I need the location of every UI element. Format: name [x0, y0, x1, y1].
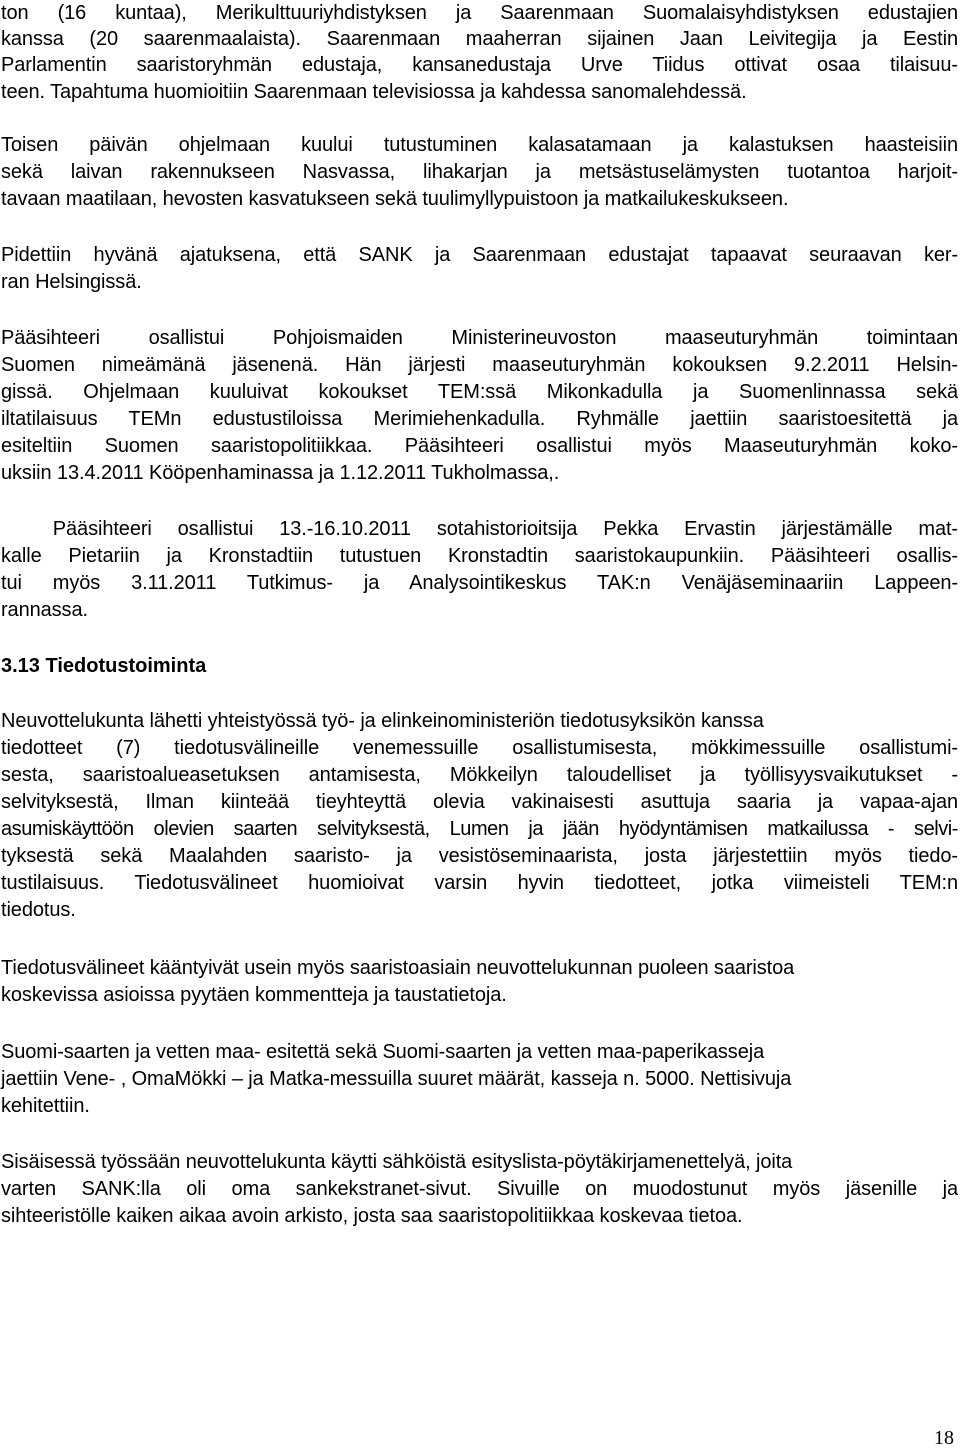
text-line: sesta, saaristoalueasetuksen antamisesta, Mökkeilyn taloudelliset ja työllisyysvaikutukset -: [1, 764, 958, 786]
text-line: jaettiin Vene- , OmaMökki – ja Matka-messuilla suuret määrät, kasseja n. 5000. Nettisivuja: [1, 1068, 792, 1090]
text-line: Pääsihteeri osallistui Pohjoismaiden Ministerineuvoston maaseuturyhmän toimintaan: [1, 327, 958, 349]
text-line: Parlamentin saaristoryhmän edustaja, kansanedustaja Urve Tiidus ottivat osaa tilaisuu-: [1, 54, 958, 76]
text-line: kehitettiin.: [1, 1095, 90, 1117]
text-line: Suomen nimeämänä jäsenenä. Hän järjesti maaseuturyhmän kokouksen 9.2.2011 Helsin-: [1, 354, 958, 376]
text-line: iltatilaisuus TEMn edustustiloissa Merimiehenkadulla. Ryhmälle jaettiin saaristoesitettä ja: [1, 408, 958, 430]
text-line: tavaan maatilaan, hevosten kasvatukseen sekä tuulimyllypuistoon ja matkailukeskukseen.: [1, 188, 789, 210]
page-number: 18: [934, 1427, 954, 1449]
section-heading: 3.13 Tiedotustoiminta: [1, 655, 207, 677]
text-line: teen. Tapahtuma huomioitiin Saarenmaan televisiossa ja kahdessa sanomalehdessä.: [1, 81, 747, 103]
text-line: esiteltiin Suomen saaristopolitiikkaa. Pääsihteeri osallistui myös Maaseuturyhmän koko-: [1, 435, 958, 457]
text-line: Toisen päivän ohjelmaan kuului tutustuminen kalasatamaan ja kalastuksen haasteisiin: [1, 134, 958, 156]
text-line: Neuvottelukunta lähetti yhteistyössä työ- ja elinkeinoministeriön tiedotusyksikön kanssa: [1, 710, 764, 732]
text-line: ran Helsingissä.: [1, 271, 142, 293]
text-line: tiedotus.: [1, 899, 76, 921]
text-line: Pidettiin hyvänä ajatuksena, että SANK ja Saarenmaan edustajat tapaavat seuraavan ker-: [1, 244, 958, 266]
text-line: Sisäisessä työssään neuvottelukunta käytti sähköistä esityslista-pöytäkirjamenettelyä, joita: [1, 1151, 793, 1173]
text-line: tiedotteet (7) tiedotusvälineille venemessuille osallistumisesta, mökkimessuille osallistumi-: [1, 737, 958, 759]
text-line: uksiin 13.4.2011 Kööpenhaminassa ja 1.12.2011 Tukholmassa,.: [1, 462, 560, 484]
text-line: gissä. Ohjelmaan kuuluivat kokoukset TEM:ssä Mikonkadulla ja Suomenlinnassa sekä: [1, 381, 958, 403]
text-line: tui myös 3.11.2011 Tutkimus- ja Analysointikeskus TAK:n Venäjäseminaariin Lappeen-: [1, 572, 958, 594]
text-line: kalle Pietariin ja Kronstadtiin tutustuen Kronstadtin saaristokaupunkiin. Pääsihteeri osallis-: [1, 545, 958, 567]
text-line: ton (16 kuntaa), Merikulttuuriyhdistyksen ja Saarenmaan Suomalaisyhdistyksen edustajien: [1, 2, 958, 24]
text-line: varten SANK:lla oli oma sankekstranet-sivut. Sivuille on muodostunut myös jäsenille ja: [1, 1178, 958, 1200]
text-line: tustilaisuus. Tiedotusvälineet huomioivat varsin hyvin tiedotteet, jotka viimeisteli TEM:n: [1, 872, 958, 894]
text-line: tyksestä sekä Maalahden saaristo- ja vesistöseminaarista, josta järjestettiin myös tiedo-: [1, 845, 958, 867]
text-line: sekä laivan rakennukseen Nasvassa, lihakarjan ja metsästuselämysten tuotantoa harjoit-: [1, 161, 958, 183]
text-line: koskevissa asioissa pyytäen kommentteja ja taustatietoja.: [1, 984, 507, 1006]
text-line: kanssa (20 saarenmaalaista). Saarenmaan maaherran sijainen Jaan Leivitegija ja Eestin: [1, 28, 958, 50]
text-line: asumiskäyttöön olevien saarten selvityksestä, Lumen ja jään hyödyntämisen matkailussa - selvi-: [1, 818, 958, 840]
text-line: Tiedotusvälineet kääntyivät usein myös saaristoasiain neuvottelukunnan puoleen saaristoa: [1, 957, 795, 979]
text-line: selvityksestä, Ilman kiinteää tieyhteyttä olevia vakinaisesti asuttuja saaria ja vapaa-ajan: [1, 791, 958, 813]
text-line: Pääsihteeri osallistui 13.-16.10.2011 sotahistorioitsija Pekka Ervastin järjestämälle mat-: [1, 518, 958, 540]
text-line: Suomi-saarten ja vetten maa- esitettä sekä Suomi-saarten ja vetten maa-paperikasseja: [1, 1041, 765, 1063]
text-line: sihteeristölle kaiken aikaa avoin arkisto, josta saa saaristopolitiikkaa koskevaa tietoa.: [1, 1205, 743, 1227]
text-line: rannassa.: [1, 599, 88, 621]
